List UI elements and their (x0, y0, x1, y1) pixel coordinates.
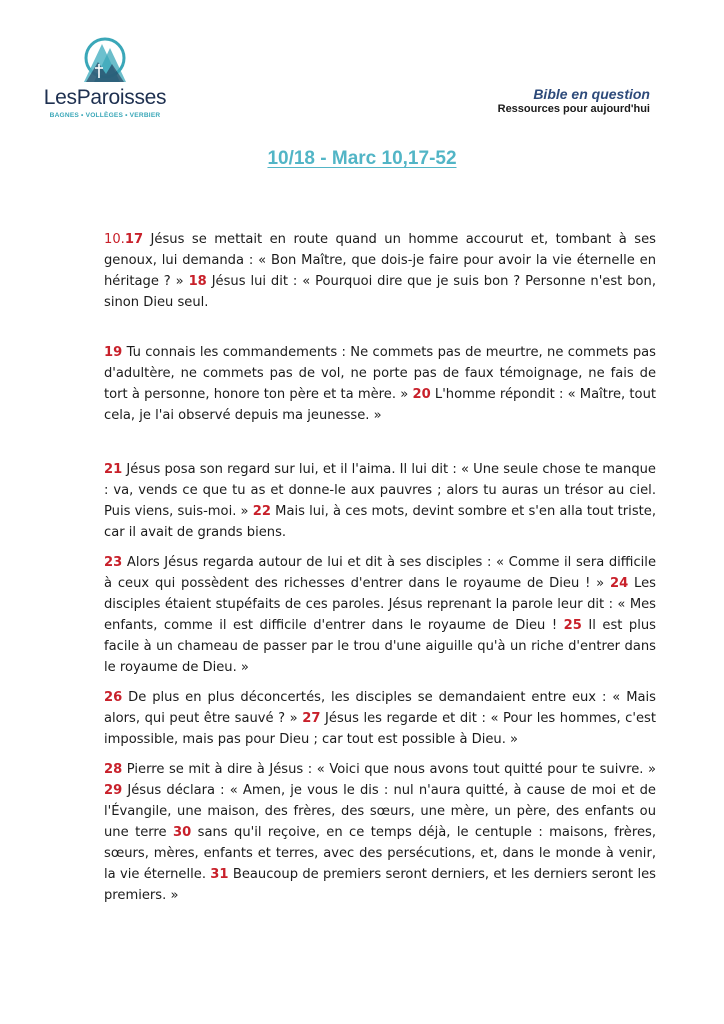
verse-text: Jésus déclara : « Amen, je vous le dis : nul n'aura quitté, à cause de moi et de l'Évangile, une maison, des frères, des sœurs, une mère, un père, des enfants ou une terre (104, 783, 656, 840)
verse-text: Tu connais les commandements : Ne commets pas de meurtre, ne commets pas d'adultère, ne commets pas de vol, ne porte pas de faux témoignage, ne fais de tort à personne, honore ton père et ta mère. » (104, 345, 656, 402)
verse-text: De plus en plus déconcertés, les disciples se demandaient entre eux : « Mais alors, qui peut être sauvé ? » (104, 690, 656, 726)
verse-number: 31 (210, 867, 229, 882)
verse-text: Pierre se mit à dire à Jésus : « Voici que nous avons tout quitté pour te suivre. » (122, 762, 656, 777)
verse-text: Les disciples étaient stupéfaits de ces paroles. Jésus reprenant la parole leur dit : « Mes enfants, comme il est difficile d'entrer dans le royaume de Dieu ! (104, 576, 656, 633)
series-subtitle: Ressources pour aujourd'hui (497, 103, 650, 115)
verse-number: 25 (563, 618, 582, 633)
scripture-paragraph (104, 342, 656, 426)
verse-text: Beaucoup de premiers seront derniers, et les derniers seront les premiers. » (104, 867, 656, 903)
verse-number: 28 (104, 762, 123, 777)
verse-number: 24 (609, 576, 629, 591)
parish-logo-icon (76, 34, 134, 86)
verse-number: 18 (188, 274, 207, 289)
verse-number: 22 (252, 504, 271, 519)
verse-number: 23 (104, 555, 123, 570)
verse-number: 27 (302, 711, 321, 726)
verse-text: L'homme répondit : « Maître, tout cela, je l'ai observé depuis ma jeunesse. » (104, 387, 657, 423)
series-title: Bible en question (533, 86, 650, 102)
verse-number: 26 (104, 690, 123, 705)
verse-text: sans qu'il reçoive, en ce temps déjà, le centuple : maisons, frères, sœurs, mères, enfants et terres, avec des persécutions, et, dans le monde à venir, la vie éternelle. (104, 825, 656, 882)
scripture-text (104, 229, 656, 906)
verse-number: 20 (412, 387, 431, 402)
logo-wordmark: LesParoisses (43, 86, 167, 109)
verse-text: Jésus les regarde et dit : « Pour les hommes, c'est impossible, mais pas pour Dieu ; car tout est possible à Dieu. » (104, 711, 656, 747)
scripture-paragraph (104, 687, 656, 750)
scripture-paragraph (104, 459, 656, 543)
verse-text: Il est plus facile à un chameau de passer par le trou d'une aiguille qu'à un riche d'entrer dans le royaume de Dieu. » (104, 618, 656, 675)
verse-text: Alors Jésus regarda autour de lui et dit à ses disciples : « Comme il sera difficile à ceux qui possèdent des richesses d'entrer dans le royaume de Dieu ! » (104, 555, 656, 591)
verse-text: Mais lui, à ces mots, devint sombre et s'en alla tout triste, car il avait de grands biens. (104, 504, 656, 540)
verse-number: 19 (104, 345, 123, 360)
parish-logo (40, 34, 170, 124)
verse-number: 30 (172, 825, 192, 840)
verse-text: Jésus se mettait en route quand un homme accourut et, tombant à ses genoux, lui demanda : « Bon Maître, que dois-je faire pour avoir la vie éternelle en héritage ? » (104, 232, 656, 289)
verse-text: Jésus posa son regard sur lui, et il l'aima. Il lui dit : « Une seule chose te manque : va, vends ce que tu as et donne-le aux pauvres ; alors tu auras un trésor au ciel. Puis viens, suis-moi. » (104, 462, 656, 519)
header-right (498, 86, 650, 115)
chapter-number: 10. (104, 232, 125, 247)
verse-number: 17 (124, 232, 144, 247)
verse-text: Jésus lui dit : « Pourquoi dire que je suis bon ? Personne n'est bon, sinon Dieu seul. (104, 274, 656, 310)
page-title: 10/18 - Marc 10,17-52 (267, 148, 457, 169)
scripture-paragraph (104, 759, 656, 906)
scripture-paragraph (104, 552, 656, 678)
logo-parishes: BAGNES • VOLLÈGES • VERBIER (49, 112, 161, 119)
scripture-paragraph (104, 229, 656, 313)
verse-number: 21 (104, 462, 123, 477)
verse-number: 29 (104, 783, 123, 798)
